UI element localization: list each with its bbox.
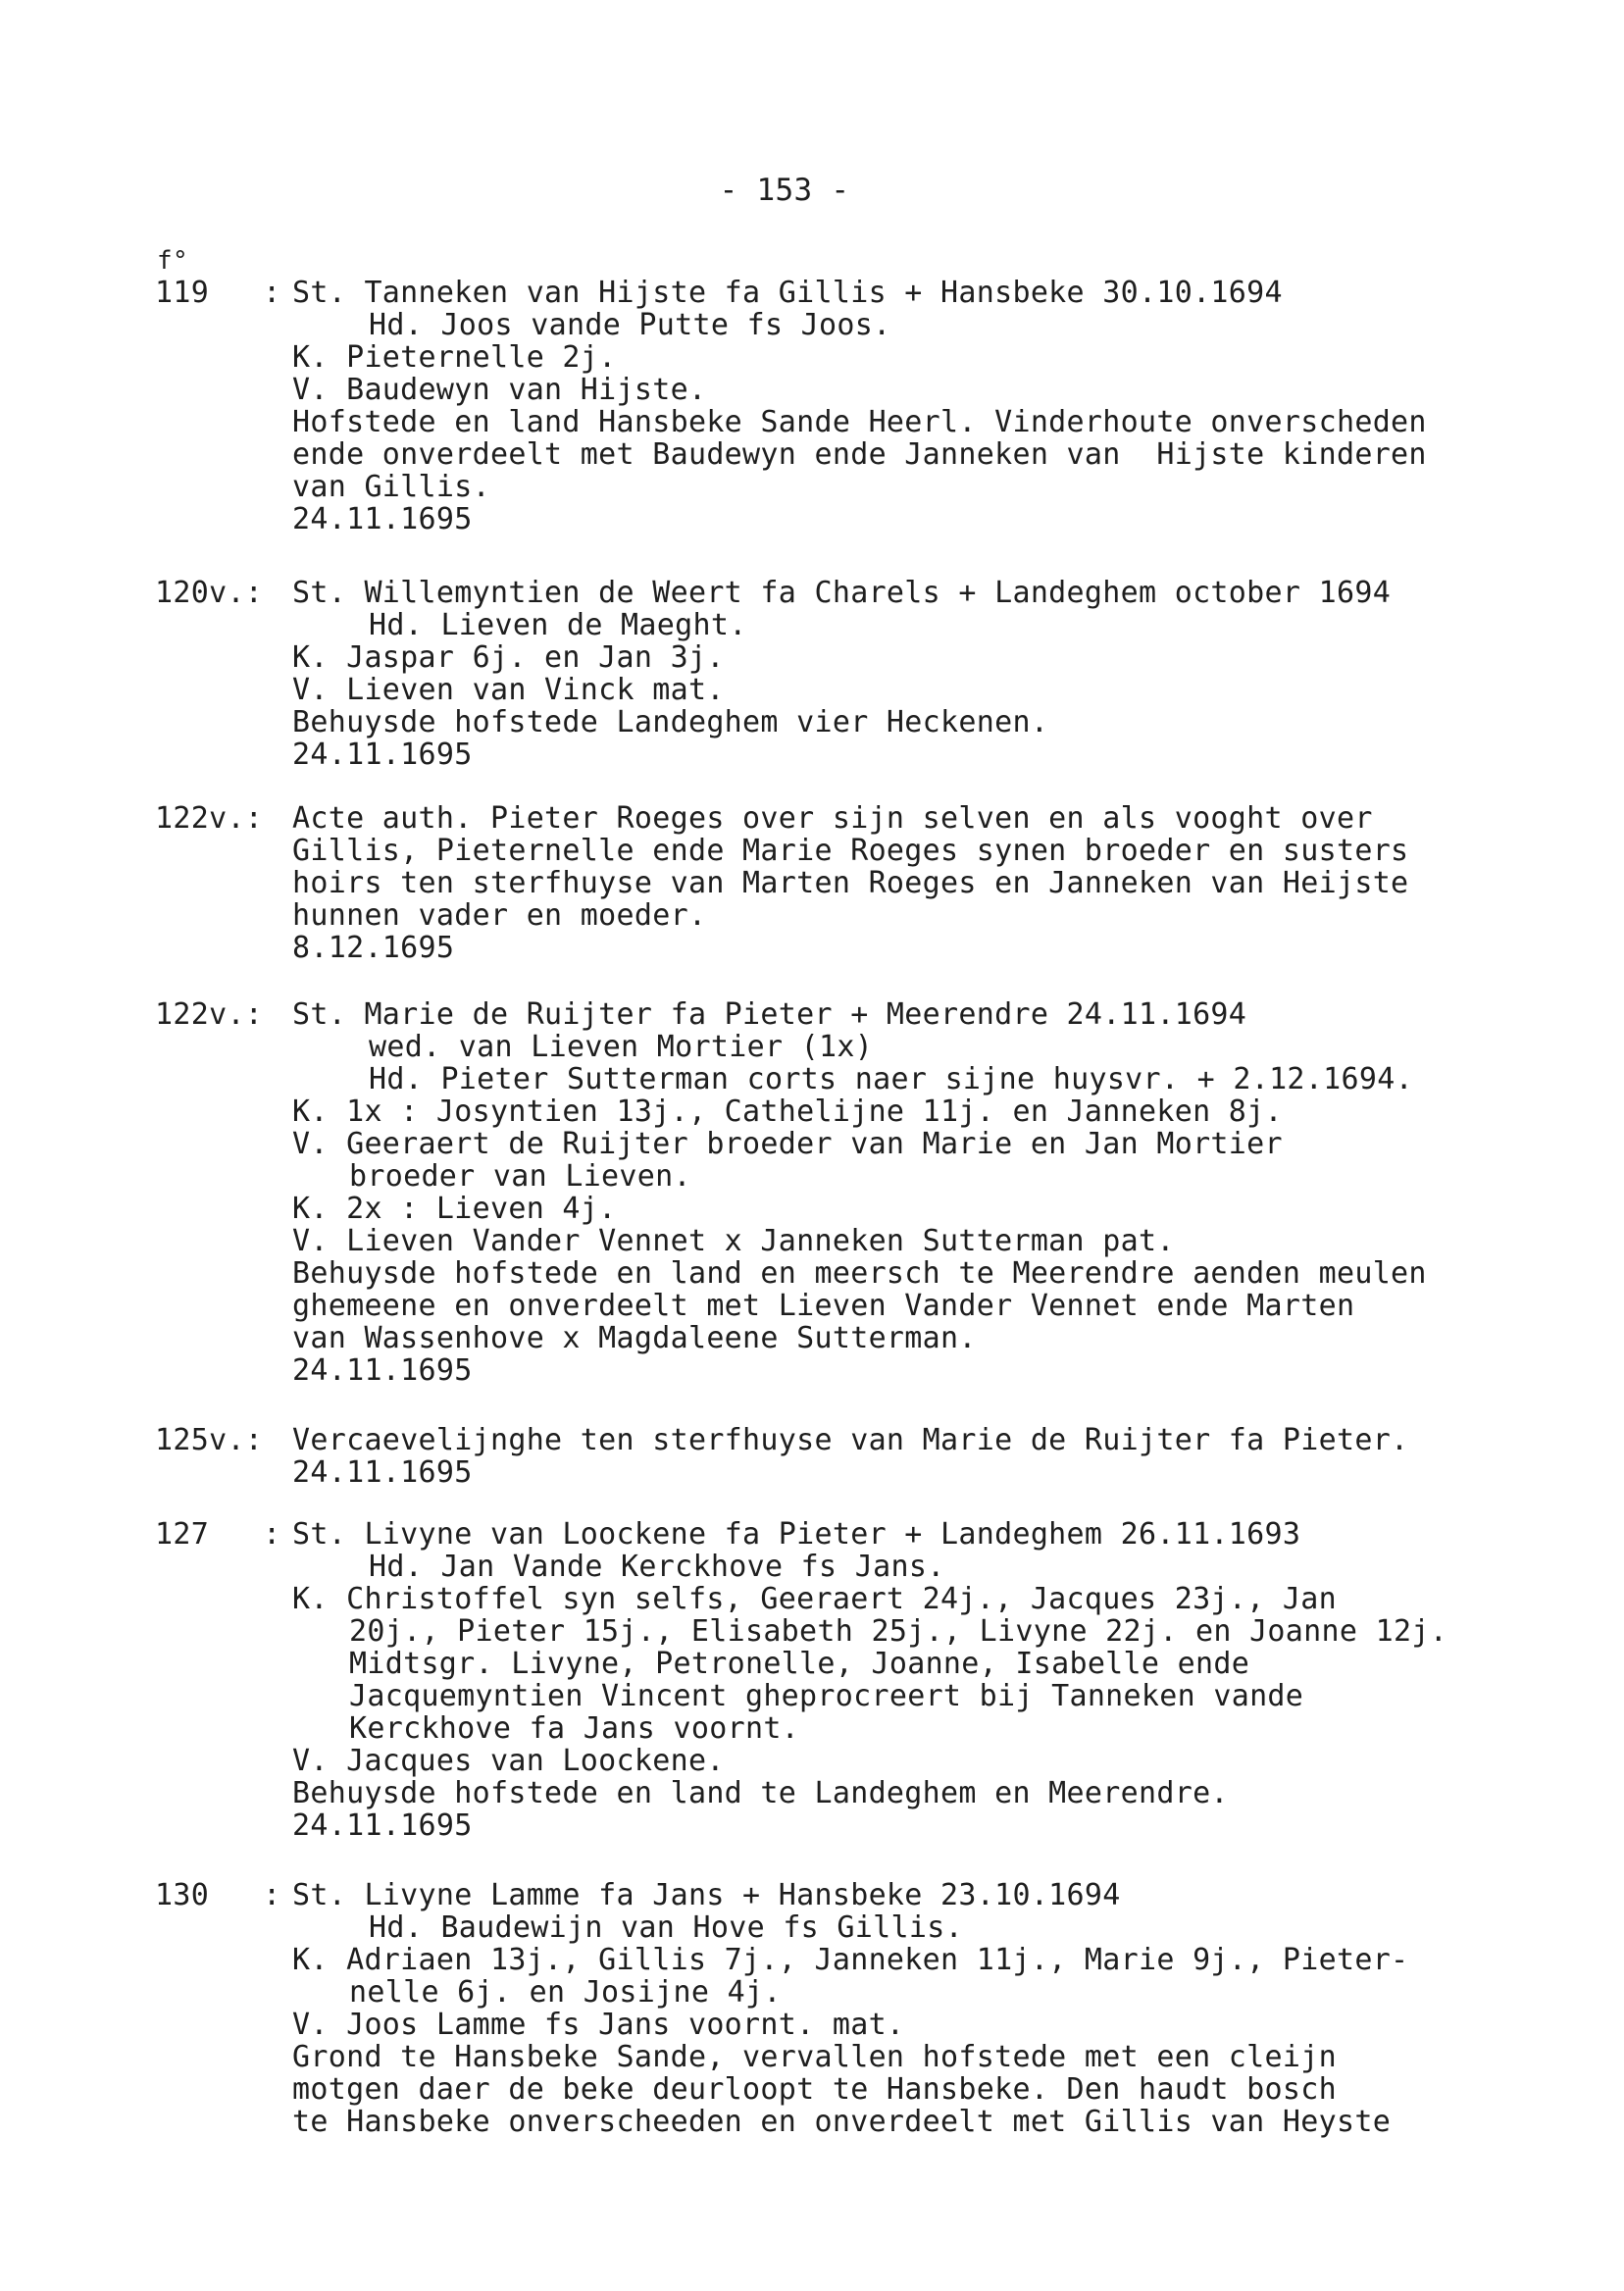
entry-line: motgen daer de beke deurloopt te Hansbeke. Den haudt bosch	[292, 2072, 1337, 2107]
entry-line: van Wassenhove x Magdaleene Sutterman.	[292, 1321, 977, 1355]
entry-text	[292, 1424, 1597, 1489]
entry-text	[292, 998, 1597, 1387]
entry-line: Behuysde hofstede Landeghem vier Heckenen.	[292, 705, 1049, 739]
entry-line: Hd. Joos vande Putte fs Joos.	[369, 308, 891, 342]
entry-line: van Gillis.	[292, 470, 490, 504]
entry-line: Hd. Jan Vande Kerckhove fs Jans.	[369, 1550, 945, 1584]
folio-number: 122v.:	[155, 801, 264, 836]
entry-line: St. Livyne Lamme fa Jans + Hansbeke 23.10.1694	[292, 1878, 1121, 1912]
entry-line: K. Adriaen 13j., Gillis 7j., Janneken 11j., Marie 9j., Pieter-	[292, 1943, 1409, 1977]
register-entry	[155, 577, 1597, 771]
entry-line: Kerckhove fa Jans voornt.	[349, 1711, 800, 1746]
register-entry	[155, 998, 1597, 1387]
page-number: - 153 -	[719, 173, 850, 208]
entry-line: V. Geeraert de Ruijter broeder van Marie en Jan Mortier	[292, 1127, 1283, 1161]
entry-line: ende onverdeelt met Baudewyn ende Janneken van Hijste kinderen	[292, 437, 1427, 472]
entry-line: broeder van Lieven.	[349, 1159, 691, 1194]
folio-number: 122v.:	[155, 997, 264, 1032]
entry-line: Gillis, Pieternelle ende Marie Roeges synen broeder en susters	[292, 834, 1409, 868]
entry-line: te Hansbeke onverscheeden en onverdeelt met Gillis van Heyste	[292, 2105, 1392, 2139]
entry-line: Jacquemyntien Vincent gheprocreert bij Tanneken vande	[349, 1679, 1304, 1713]
entry-line: K. Jaspar 6j. en Jan 3j.	[292, 640, 725, 675]
folio-number: 125v.:	[155, 1423, 264, 1457]
entry-line: St. Willemyntien de Weert fa Charels + Landeghem october 1694	[292, 576, 1392, 610]
entry-line: St. Tanneken van Hijste fa Gillis + Hansbeke 30.10.1694	[292, 276, 1283, 310]
entry-text	[292, 277, 1597, 535]
folio-number: 127 :	[155, 1517, 281, 1552]
entry-line: Behuysde hofstede en land te Landeghem en Meerendre.	[292, 1776, 1229, 1810]
entry-line: Grond te Hansbeke Sande, vervallen hofstede met een cleijn	[292, 2040, 1337, 2074]
entry-text	[292, 577, 1597, 771]
entry-text	[292, 1879, 1597, 2138]
entry-line: 8.12.1695	[292, 931, 455, 965]
entry-line: Vercaevelijnghe ten sterfhuyse van Marie de Ruijter fa Pieter.	[292, 1423, 1409, 1457]
entry-line: 24.11.1695	[292, 1808, 473, 1843]
entry-line: V. Lieven van Vinck mat.	[292, 673, 725, 707]
register-entry	[155, 802, 1597, 964]
entry-line: Hd. Pieter Sutterman corts naer sijne huysvr. + 2.12.1694.	[369, 1062, 1413, 1096]
register-entry	[155, 1424, 1597, 1489]
entry-line: V. Baudewyn van Hijste.	[292, 373, 707, 407]
folio-number: 120v.:	[155, 576, 264, 610]
entry-line: hunnen vader en moeder.	[292, 898, 707, 933]
entry-line: V. Joos Lamme fs Jans voornt. mat.	[292, 2008, 905, 2042]
register-entry	[155, 1518, 1597, 1842]
entry-line: V. Lieven Vander Vennet x Janneken Sutterman pat.	[292, 1224, 1175, 1258]
entry-line: Hd. Lieven de Maeght.	[369, 608, 747, 642]
entry-line: 20j., Pieter 15j., Elisabeth 25j., Livyne 22j. en Joanne 12j.	[349, 1614, 1448, 1649]
entry-line: 24.11.1695	[292, 738, 473, 772]
entry-line: Behuysde hofstede en land en meersch te Meerendre aenden meulen	[292, 1256, 1427, 1291]
entry-line: St. Marie de Ruijter fa Pieter + Meerendre 24.11.1694	[292, 997, 1247, 1032]
entry-line: 24.11.1695	[292, 1455, 473, 1490]
entry-line: Hd. Baudewijn van Hove fs Gillis.	[369, 1910, 963, 1945]
folio-number: 130 :	[155, 1878, 281, 1912]
entry-line: K. 1x : Josyntien 13j., Cathelijne 11j. en Janneken 8j.	[292, 1095, 1283, 1129]
entry-text	[292, 802, 1597, 964]
entry-line: Acte auth. Pieter Roeges over sijn selven en als vooght over	[292, 801, 1373, 836]
entry-line: Midtsgr. Livyne, Petronelle, Joanne, Isabelle ende	[349, 1647, 1250, 1681]
entry-line: nelle 6j. en Josijne 4j.	[349, 1975, 782, 2010]
entry-line: Hofstede en land Hansbeke Sande Heerl. Vinderhoute onverscheden	[292, 405, 1427, 439]
entry-line: 24.11.1695	[292, 502, 473, 536]
entry-line: 24.11.1695	[292, 1353, 473, 1388]
entry-line: V. Jacques van Loockene.	[292, 1744, 725, 1778]
entry-line: K. Pieternelle 2j.	[292, 340, 617, 375]
entry-line: hoirs ten sterfhuyse van Marten Roeges en Janneken van Heijste	[292, 866, 1409, 900]
folio-column-header: f°	[157, 246, 188, 276]
register-entry	[155, 277, 1597, 535]
register-entry	[155, 1879, 1597, 2138]
entry-line: K. 2x : Lieven 4j.	[292, 1192, 617, 1226]
entry-line: K. Christoffel syn selfs, Geeraert 24j., Jacques 23j., Jan	[292, 1582, 1337, 1616]
folio-number: 119 :	[155, 276, 281, 310]
entry-line: ghemeene en onverdeelt met Lieven Vander Vennet ende Marten	[292, 1289, 1355, 1323]
entry-line: St. Livyne van Loockene fa Pieter + Landeghem 26.11.1693	[292, 1517, 1301, 1552]
entry-line: wed. van Lieven Mortier (1x)	[369, 1030, 874, 1064]
entry-text	[292, 1518, 1597, 1842]
